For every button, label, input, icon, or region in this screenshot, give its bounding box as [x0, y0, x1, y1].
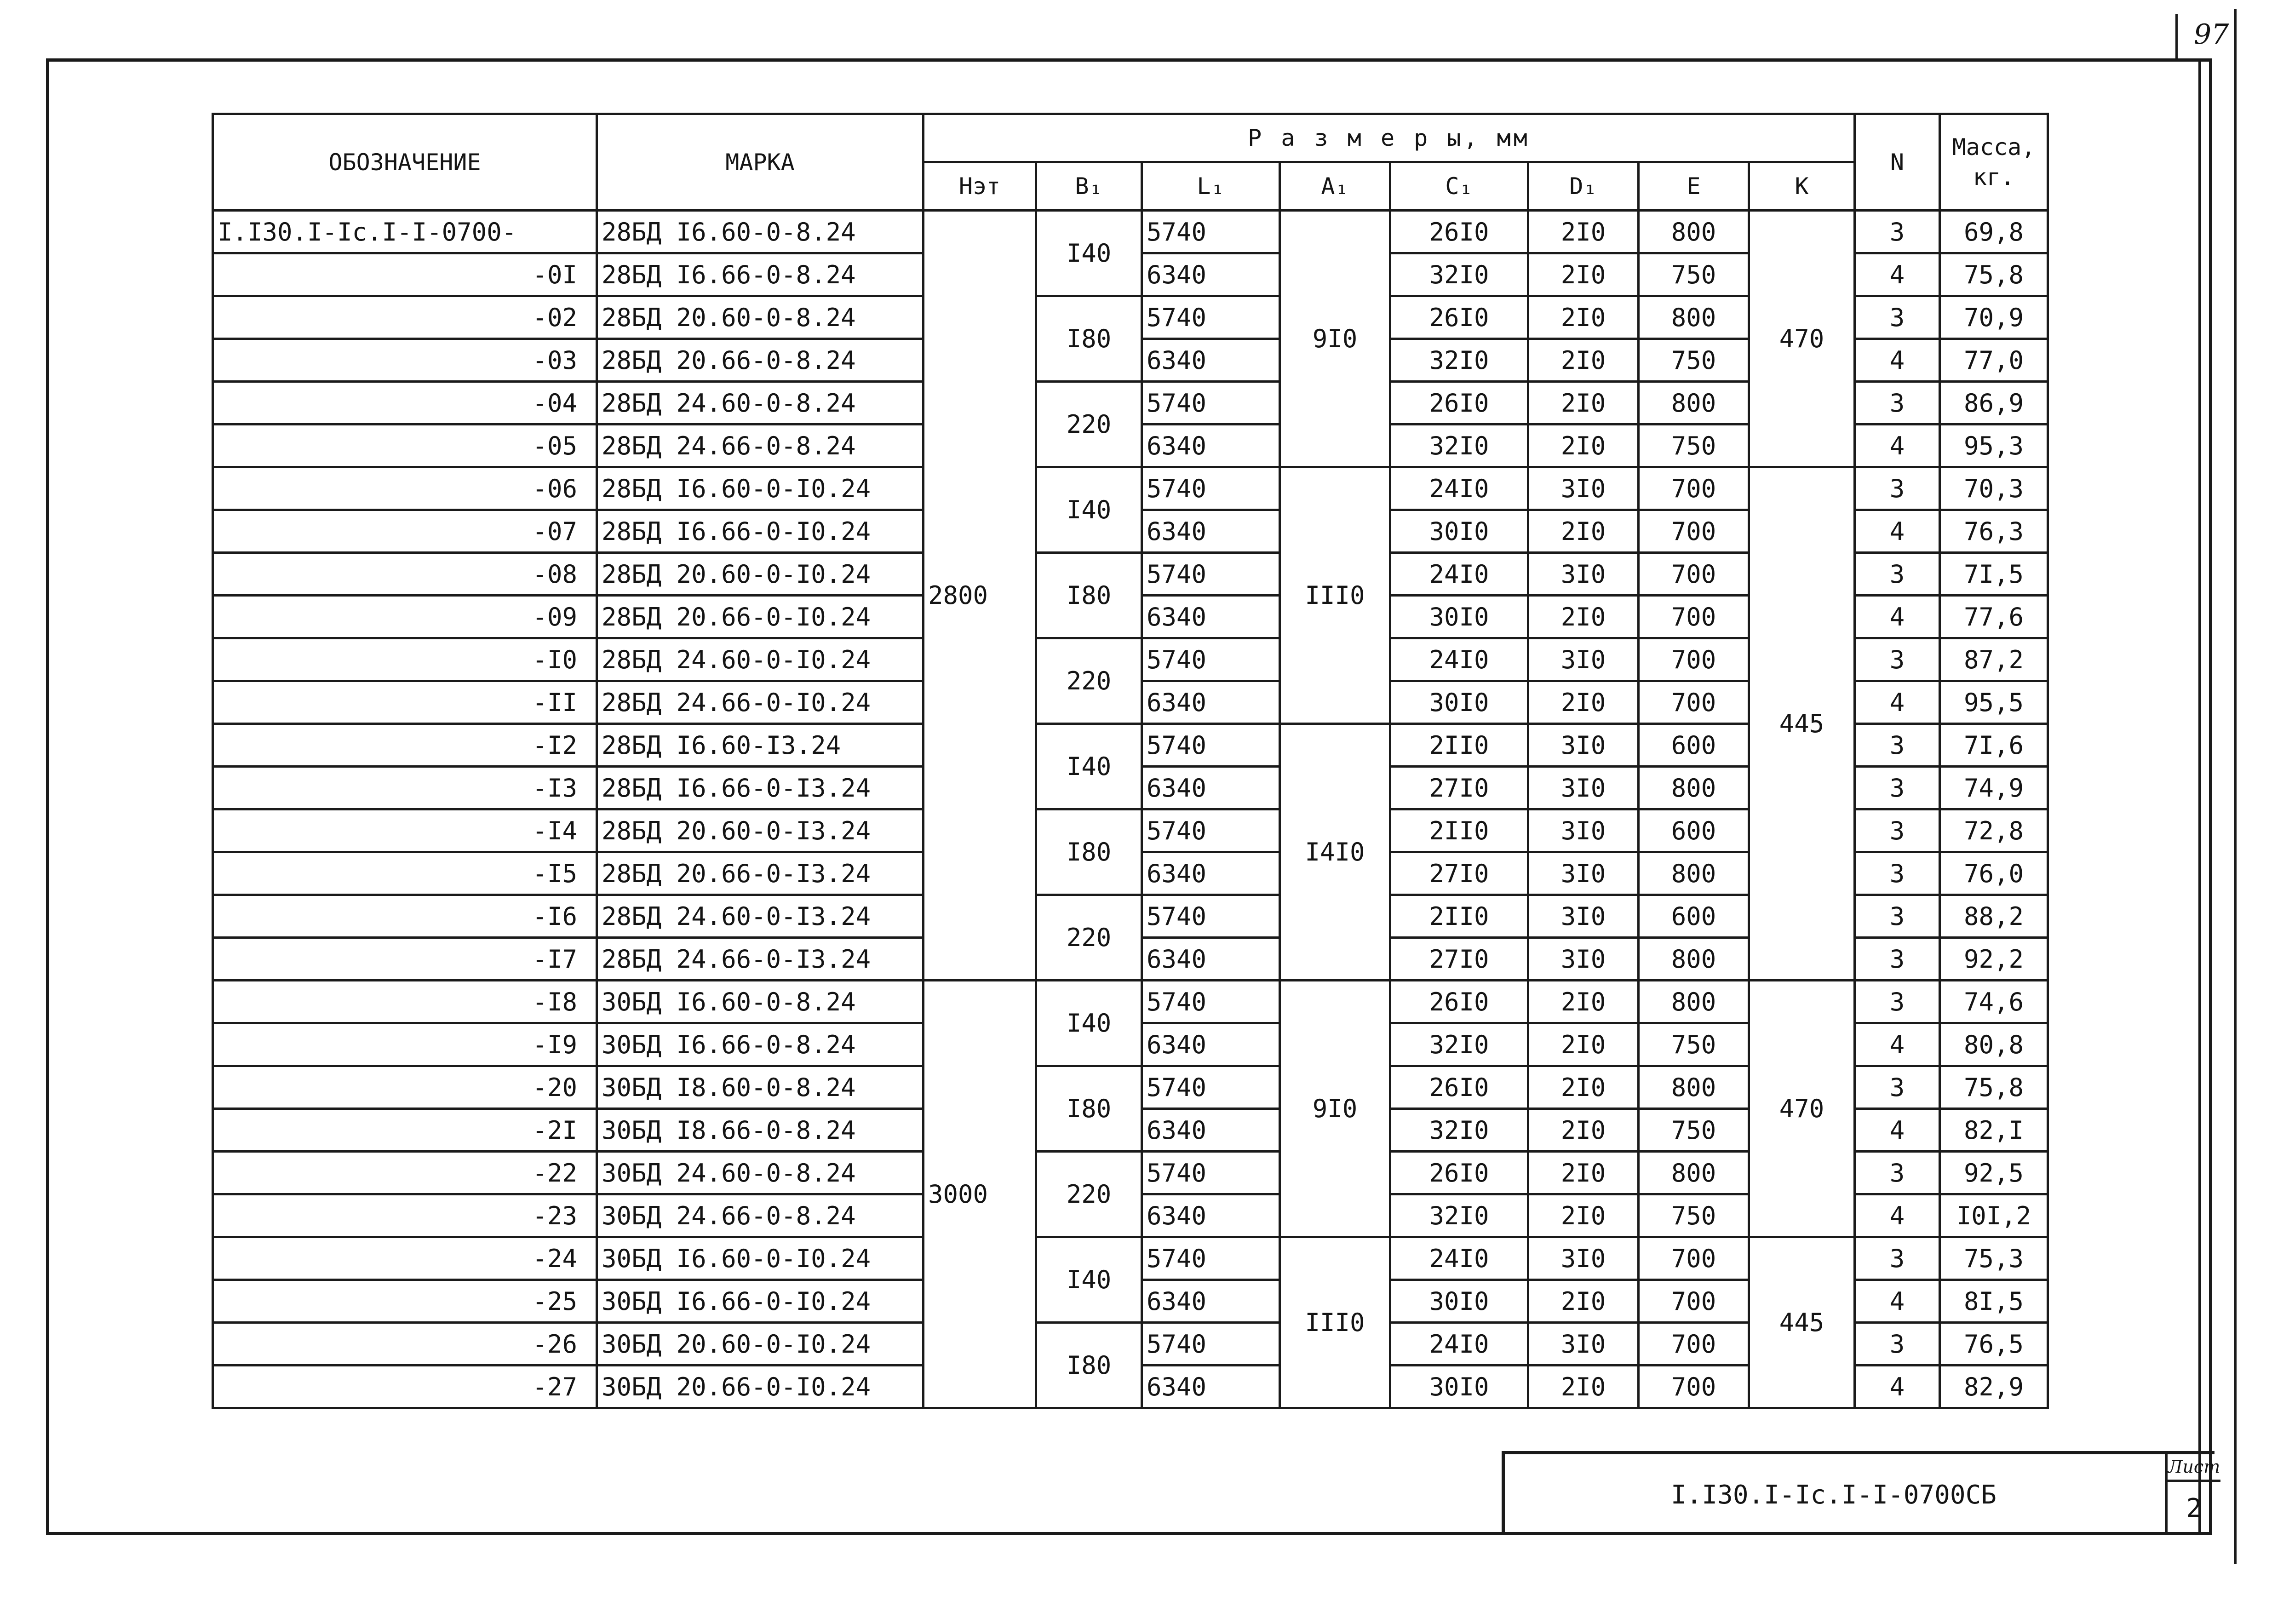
designation-cell: -05: [213, 425, 597, 467]
l1-cell: 5740: [1142, 895, 1280, 938]
l1-cell: 6340: [1142, 253, 1280, 296]
d1-cell: 3I0: [1528, 1323, 1639, 1366]
l1-cell: 6340: [1142, 339, 1280, 382]
d1-cell: 3I0: [1528, 767, 1639, 809]
mass-cell: 70,3: [1940, 467, 2048, 510]
designation-cell: -0I: [213, 253, 597, 296]
l1-cell: 6340: [1142, 681, 1280, 724]
e-cell: 700: [1639, 638, 1749, 681]
b1-cell: I40: [1036, 981, 1142, 1066]
mark-cell: 30БД I8.60-0-8.24: [597, 1066, 924, 1109]
designation-cell: -I6: [213, 895, 597, 938]
mark-cell: 30БД I8.66-0-8.24: [597, 1109, 924, 1152]
l1-cell: 6340: [1142, 510, 1280, 553]
mass-cell: 75,8: [1940, 253, 2048, 296]
designation-cell: -I5: [213, 852, 597, 895]
n-cell: 3: [1855, 1323, 1940, 1366]
d1-cell: 2I0: [1528, 1066, 1639, 1109]
frame-line: [2175, 14, 2178, 60]
e-cell: 700: [1639, 1366, 1749, 1408]
e-cell: 800: [1639, 767, 1749, 809]
b1-cell: I80: [1036, 296, 1142, 382]
mark-cell: 28БД I6.66-0-I3.24: [597, 767, 924, 809]
designation-cell: -23: [213, 1194, 597, 1237]
e-cell: 800: [1639, 938, 1749, 981]
l1-cell: 5740: [1142, 809, 1280, 852]
c1-cell: 30I0: [1390, 1366, 1528, 1408]
mass-cell: 92,5: [1940, 1152, 2048, 1194]
designation-cell: -26: [213, 1323, 597, 1366]
n-cell: 4: [1855, 1194, 1940, 1237]
l1-cell: 6340: [1142, 596, 1280, 638]
mark-cell: 28БД I6.66-0-I0.24: [597, 510, 924, 553]
d1-cell: 2I0: [1528, 681, 1639, 724]
mass-cell: 72,8: [1940, 809, 2048, 852]
mass-cell: 86,9: [1940, 382, 2048, 425]
l1-cell: 5740: [1142, 296, 1280, 339]
mark-cell: 30БД I6.66-0-I0.24: [597, 1280, 924, 1323]
n-cell: 4: [1855, 339, 1940, 382]
d1-cell: 3I0: [1528, 895, 1639, 938]
mass-cell: 8I,5: [1940, 1280, 2048, 1323]
c1-cell: 27I0: [1390, 938, 1528, 981]
e-cell: 700: [1639, 1323, 1749, 1366]
designation-cell: -09: [213, 596, 597, 638]
designation-cell: I.I30.I-Ic.I-I-0700-: [213, 211, 597, 253]
n-cell: 4: [1855, 1280, 1940, 1323]
e-cell: 700: [1639, 681, 1749, 724]
designation-cell: -06: [213, 467, 597, 510]
l1-cell: 6340: [1142, 1023, 1280, 1066]
l1-cell: 5740: [1142, 724, 1280, 767]
b1-cell: I40: [1036, 724, 1142, 809]
c1-cell: 30I0: [1390, 681, 1528, 724]
d1-cell: 2I0: [1528, 339, 1639, 382]
e-cell: 800: [1639, 1152, 1749, 1194]
e-cell: 800: [1639, 981, 1749, 1023]
mass-cell: 95,3: [1940, 425, 2048, 467]
d1-cell: 3I0: [1528, 1237, 1639, 1280]
n-cell: 3: [1855, 895, 1940, 938]
designation-cell: -I2: [213, 724, 597, 767]
c1-cell: 32I0: [1390, 339, 1528, 382]
a1-cell: III0: [1280, 1237, 1390, 1408]
e-cell: 750: [1639, 339, 1749, 382]
mark-cell: 28БД 24.60-0-I0.24: [597, 638, 924, 681]
n-cell: 3: [1855, 724, 1940, 767]
designation-cell: -25: [213, 1280, 597, 1323]
l1-cell: 5740: [1142, 1066, 1280, 1109]
n-cell: 3: [1855, 938, 1940, 981]
mark-cell: 30БД I6.66-0-8.24: [597, 1023, 924, 1066]
designation-cell: -02: [213, 296, 597, 339]
c1-cell: 24I0: [1390, 1237, 1528, 1280]
d1-cell: 3I0: [1528, 467, 1639, 510]
mark-cell: 28БД 20.60-0-I0.24: [597, 553, 924, 596]
n-cell: 3: [1855, 1152, 1940, 1194]
designation-cell: -20: [213, 1066, 597, 1109]
c1-cell: 2II0: [1390, 809, 1528, 852]
l1-cell: 5740: [1142, 382, 1280, 425]
mass-cell: 76,0: [1940, 852, 2048, 895]
mass-cell: 70,9: [1940, 296, 2048, 339]
c1-cell: 26I0: [1390, 211, 1528, 253]
header-dimensions: Р а з м е р ы, мм: [924, 114, 1855, 162]
header-c1: C₁: [1390, 162, 1528, 211]
k-cell: 470: [1749, 981, 1855, 1237]
d1-cell: 3I0: [1528, 553, 1639, 596]
mass-cell: 87,2: [1940, 638, 2048, 681]
mark-cell: 28БД 20.66-0-I0.24: [597, 596, 924, 638]
n-cell: 3: [1855, 981, 1940, 1023]
d1-cell: 3I0: [1528, 724, 1639, 767]
c1-cell: 26I0: [1390, 981, 1528, 1023]
designation-cell: -27: [213, 1366, 597, 1408]
c1-cell: 30I0: [1390, 596, 1528, 638]
table-body: [213, 211, 2048, 1408]
e-cell: 750: [1639, 1023, 1749, 1066]
mark-cell: 28БД I6.60-I3.24: [597, 724, 924, 767]
mark-cell: 30БД 20.60-0-I0.24: [597, 1323, 924, 1366]
d1-cell: 3I0: [1528, 938, 1639, 981]
mass-cell: 92,2: [1940, 938, 2048, 981]
c1-cell: 24I0: [1390, 638, 1528, 681]
c1-cell: 32I0: [1390, 1194, 1528, 1237]
n-cell: 4: [1855, 1023, 1940, 1066]
l1-cell: 6340: [1142, 767, 1280, 809]
designation-cell: -I9: [213, 1023, 597, 1066]
designation-cell: -04: [213, 382, 597, 425]
n-cell: 3: [1855, 296, 1940, 339]
mark-cell: 28БД 24.66-0-I0.24: [597, 681, 924, 724]
mark-cell: 28БД I6.60-0-I0.24: [597, 467, 924, 510]
sheet-number: 2: [2186, 1493, 2202, 1523]
mass-cell: 80,8: [1940, 1023, 2048, 1066]
designation-cell: -07: [213, 510, 597, 553]
e-cell: 700: [1639, 596, 1749, 638]
d1-cell: 2I0: [1528, 1152, 1639, 1194]
c1-cell: 24I0: [1390, 553, 1528, 596]
k-cell: 470: [1749, 211, 1855, 467]
mass-cell: 76,3: [1940, 510, 2048, 553]
header-mark: МАРКА: [597, 114, 924, 211]
mass-cell: 77,0: [1940, 339, 2048, 382]
header-e: E: [1639, 162, 1749, 211]
c1-cell: 26I0: [1390, 296, 1528, 339]
c1-cell: 2II0: [1390, 895, 1528, 938]
mass-cell: 76,5: [1940, 1323, 2048, 1366]
designation-cell: -24: [213, 1237, 597, 1280]
d1-cell: 2I0: [1528, 211, 1639, 253]
n-cell: 4: [1855, 681, 1940, 724]
mass-cell: 82,9: [1940, 1366, 2048, 1408]
header-n: N: [1855, 114, 1940, 211]
mass-cell: 7I,5: [1940, 553, 2048, 596]
a1-cell: III0: [1280, 467, 1390, 724]
e-cell: 700: [1639, 1237, 1749, 1280]
n-cell: 4: [1855, 1109, 1940, 1152]
n-cell: 3: [1855, 382, 1940, 425]
page-number: 97: [2194, 18, 2229, 51]
specification-table: [212, 113, 2049, 1409]
designation-cell: -II: [213, 681, 597, 724]
d1-cell: 3I0: [1528, 852, 1639, 895]
h-et-cell: 2800: [924, 211, 1036, 981]
c1-cell: 26I0: [1390, 1066, 1528, 1109]
l1-cell: 5740: [1142, 211, 1280, 253]
l1-cell: 6340: [1142, 1194, 1280, 1237]
n-cell: 3: [1855, 211, 1940, 253]
l1-cell: 5740: [1142, 1237, 1280, 1280]
e-cell: 600: [1639, 724, 1749, 767]
l1-cell: 6340: [1142, 852, 1280, 895]
e-cell: 800: [1639, 382, 1749, 425]
mass-cell: 7I,6: [1940, 724, 2048, 767]
b1-cell: 220: [1036, 382, 1142, 467]
d1-cell: 2I0: [1528, 981, 1639, 1023]
n-cell: 4: [1855, 510, 1940, 553]
mass-cell: 74,9: [1940, 767, 2048, 809]
mass-cell: 88,2: [1940, 895, 2048, 938]
header-designation: ОБОЗНАЧЕНИЕ: [213, 114, 597, 211]
d1-cell: 2I0: [1528, 382, 1639, 425]
l1-cell: 6340: [1142, 938, 1280, 981]
mark-cell: 30БД 20.66-0-I0.24: [597, 1366, 924, 1408]
l1-cell: 5740: [1142, 1323, 1280, 1366]
sheet-box: [2165, 1454, 2220, 1535]
e-cell: 750: [1639, 1109, 1749, 1152]
mark-cell: 30БД I6.60-0-I0.24: [597, 1237, 924, 1280]
mark-cell: 30БД 24.60-0-8.24: [597, 1152, 924, 1194]
c1-cell: 27I0: [1390, 852, 1528, 895]
designation-cell: -I8: [213, 981, 597, 1023]
designation-cell: -I0: [213, 638, 597, 681]
n-cell: 3: [1855, 1237, 1940, 1280]
header-h-et: Hэт: [924, 162, 1036, 211]
c1-cell: 32I0: [1390, 1109, 1528, 1152]
e-cell: 800: [1639, 1066, 1749, 1109]
mass-cell: 74,6: [1940, 981, 2048, 1023]
k-cell: 445: [1749, 1237, 1855, 1408]
n-cell: 4: [1855, 425, 1940, 467]
frame-line: [2198, 58, 2201, 1535]
mass-cell: 82,I: [1940, 1109, 2048, 1152]
b1-cell: I40: [1036, 467, 1142, 553]
b1-cell: 220: [1036, 1152, 1142, 1237]
e-cell: 800: [1639, 852, 1749, 895]
d1-cell: 2I0: [1528, 425, 1639, 467]
c1-cell: 30I0: [1390, 1280, 1528, 1323]
c1-cell: 30I0: [1390, 510, 1528, 553]
designation-cell: -I4: [213, 809, 597, 852]
c1-cell: 24I0: [1390, 1323, 1528, 1366]
e-cell: 700: [1639, 510, 1749, 553]
mass-cell: 75,8: [1940, 1066, 2048, 1109]
n-cell: 3: [1855, 467, 1940, 510]
mark-cell: 28БД 24.60-0-8.24: [597, 382, 924, 425]
header-b1: B₁: [1036, 162, 1142, 211]
header-k: K: [1749, 162, 1855, 211]
mark-cell: 28БД 24.66-0-8.24: [597, 425, 924, 467]
mass-cell: 75,3: [1940, 1237, 2048, 1280]
l1-cell: 6340: [1142, 425, 1280, 467]
l1-cell: 5740: [1142, 553, 1280, 596]
d1-cell: 3I0: [1528, 809, 1639, 852]
designation-cell: -22: [213, 1152, 597, 1194]
l1-cell: 6340: [1142, 1109, 1280, 1152]
e-cell: 800: [1639, 211, 1749, 253]
mass-cell: 95,5: [1940, 681, 2048, 724]
n-cell: 4: [1855, 596, 1940, 638]
d1-cell: 2I0: [1528, 596, 1639, 638]
d1-cell: 2I0: [1528, 1109, 1639, 1152]
e-cell: 700: [1639, 1280, 1749, 1323]
c1-cell: 32I0: [1390, 425, 1528, 467]
designation-cell: -I7: [213, 938, 597, 981]
mark-cell: 28БД I6.66-0-8.24: [597, 253, 924, 296]
d1-cell: 2I0: [1528, 510, 1639, 553]
mark-cell: 30БД 24.66-0-8.24: [597, 1194, 924, 1237]
l1-cell: 6340: [1142, 1280, 1280, 1323]
mark-cell: 30БД I6.60-0-8.24: [597, 981, 924, 1023]
b1-cell: I40: [1036, 211, 1142, 296]
designation-cell: -03: [213, 339, 597, 382]
table-row: [213, 211, 2048, 253]
mass-cell: 77,6: [1940, 596, 2048, 638]
e-cell: 750: [1639, 1194, 1749, 1237]
h-et-cell: 3000: [924, 981, 1036, 1408]
sheet-label: Лист: [2168, 1454, 2220, 1482]
c1-cell: 27I0: [1390, 767, 1528, 809]
c1-cell: 26I0: [1390, 382, 1528, 425]
d1-cell: 3I0: [1528, 638, 1639, 681]
b1-cell: I40: [1036, 1237, 1142, 1323]
b1-cell: I80: [1036, 1066, 1142, 1152]
mark-cell: 28БД 20.66-0-8.24: [597, 339, 924, 382]
b1-cell: 220: [1036, 638, 1142, 724]
d1-cell: 2I0: [1528, 296, 1639, 339]
frame-line: [2234, 9, 2237, 1564]
c1-cell: 26I0: [1390, 1152, 1528, 1194]
c1-cell: 2II0: [1390, 724, 1528, 767]
header-a1: A₁: [1280, 162, 1390, 211]
l1-cell: 5740: [1142, 638, 1280, 681]
e-cell: 700: [1639, 467, 1749, 510]
d1-cell: 2I0: [1528, 1280, 1639, 1323]
l1-cell: 5740: [1142, 467, 1280, 510]
e-cell: 800: [1639, 296, 1749, 339]
table-row: [213, 981, 2048, 1023]
a1-cell: I4I0: [1280, 724, 1390, 981]
title-block: [1502, 1451, 2220, 1535]
b1-cell: 220: [1036, 895, 1142, 981]
d1-cell: 2I0: [1528, 1366, 1639, 1408]
d1-cell: 2I0: [1528, 1023, 1639, 1066]
designation-cell: -08: [213, 553, 597, 596]
e-cell: 700: [1639, 553, 1749, 596]
n-cell: 3: [1855, 638, 1940, 681]
e-cell: 750: [1639, 253, 1749, 296]
n-cell: 3: [1855, 1066, 1940, 1109]
b1-cell: I80: [1036, 553, 1142, 638]
n-cell: 3: [1855, 852, 1940, 895]
c1-cell: 24I0: [1390, 467, 1528, 510]
header-mass: Масса, кг.: [1940, 114, 2048, 211]
header-d1: D₁: [1528, 162, 1639, 211]
c1-cell: 32I0: [1390, 1023, 1528, 1066]
designation-cell: -2I: [213, 1109, 597, 1152]
mass-cell: I0I,2: [1940, 1194, 2048, 1237]
a1-cell: 9I0: [1280, 981, 1390, 1237]
mass-cell: 69,8: [1940, 211, 2048, 253]
n-cell: 3: [1855, 553, 1940, 596]
d1-cell: 2I0: [1528, 253, 1639, 296]
b1-cell: I80: [1036, 809, 1142, 895]
mark-cell: 28БД 20.60-0-I3.24: [597, 809, 924, 852]
n-cell: 4: [1855, 1366, 1940, 1408]
document-code: I.I30.I-Ic.I-I-0700СБ: [1670, 1480, 1996, 1510]
mark-cell: 28БД I6.60-0-8.24: [597, 211, 924, 253]
designation-cell: -I3: [213, 767, 597, 809]
l1-cell: 5740: [1142, 981, 1280, 1023]
c1-cell: 32I0: [1390, 253, 1528, 296]
header-l1: L₁: [1142, 162, 1280, 211]
mark-cell: 28БД 20.60-0-8.24: [597, 296, 924, 339]
table-row: [213, 467, 2048, 510]
mark-cell: 28БД 24.60-0-I3.24: [597, 895, 924, 938]
n-cell: 4: [1855, 253, 1940, 296]
k-cell: 445: [1749, 467, 1855, 981]
mark-cell: 28БД 20.66-0-I3.24: [597, 852, 924, 895]
b1-cell: I80: [1036, 1323, 1142, 1408]
table-row: [213, 1237, 2048, 1280]
e-cell: 600: [1639, 809, 1749, 852]
mark-cell: 28БД 24.66-0-I3.24: [597, 938, 924, 981]
n-cell: 3: [1855, 809, 1940, 852]
a1-cell: 9I0: [1280, 211, 1390, 467]
n-cell: 3: [1855, 767, 1940, 809]
l1-cell: 5740: [1142, 1152, 1280, 1194]
e-cell: 750: [1639, 425, 1749, 467]
e-cell: 600: [1639, 895, 1749, 938]
d1-cell: 2I0: [1528, 1194, 1639, 1237]
l1-cell: 6340: [1142, 1366, 1280, 1408]
